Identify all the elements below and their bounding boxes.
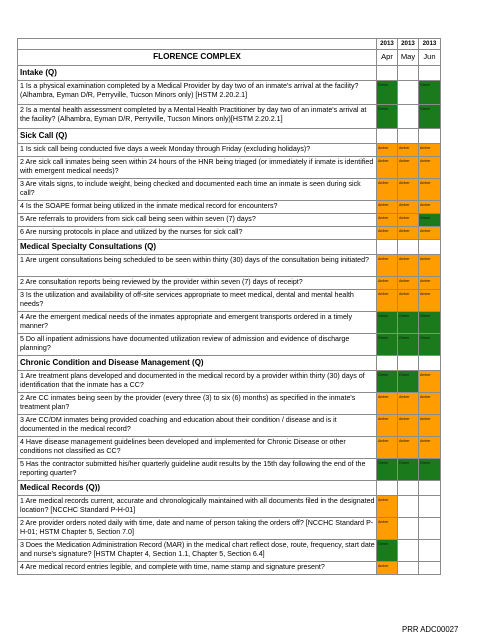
question-row [18,496,441,518]
question-text: 1 Are urgent consultations being scheduled to be seen within thirty (30) days of the consultation being initiated? [18,255,377,277]
status-label: Amber [420,417,431,421]
status-cell-apr [377,562,398,575]
status-cell-may [398,227,419,240]
status-cell-apr [377,81,398,105]
section-title: Intake (Q) [18,66,377,81]
section-empty-cell [377,240,398,255]
status-label: Green [399,461,409,465]
question-text: 1 Is sick call being conducted five days a week Monday through Friday (excluding holidays)? [18,144,377,157]
question-row [18,334,441,356]
status-cell-may [398,201,419,214]
status-cell-jun [419,179,441,201]
status-label: Amber [399,257,410,261]
section-row-chronic-condition-and-disease-management-q [18,356,441,371]
status-cell-apr [377,459,398,481]
status-cell-jun [419,201,441,214]
question-text: 4 Are medical record entries legible, and complete with time, name stamp and signature present? [18,562,377,575]
status-label: Amber [420,439,431,443]
status-cell-apr [377,290,398,312]
status-cell-may [398,393,419,415]
question-text: 4 Is the SOAPE format being utilized in the inmate medical record for encounters? [18,201,377,214]
status-cell-may [398,214,419,227]
status-label: Amber [420,181,431,185]
status-label: Amber [378,159,389,163]
section-empty-cell [398,356,419,371]
status-label: Amber [420,292,431,296]
status-cell-apr [377,518,398,540]
status-label: Amber [399,229,410,233]
question-text: 6 Are nursing protocols in place and utilized by the nurses for sick call? [18,227,377,240]
section-empty-cell [419,481,441,496]
status-cell-may [398,459,419,481]
section-title: Medical Records (Q)) [18,481,377,496]
status-cell-may [398,105,419,129]
status-label: Green [378,314,388,318]
status-label: Amber [399,159,410,163]
status-label: Amber [378,257,389,261]
status-cell-jun [419,144,441,157]
status-cell-may [398,81,419,105]
question-row [18,459,441,481]
status-cell-apr [377,334,398,356]
status-cell-jun [419,277,441,290]
question-text: 5 Has the contractor submitted his/her quarterly guideline audit results by the 15th day following the end of the reporting quarter? [18,459,377,481]
question-text: 5 Do all inpatient admissions have documented utilization review of admission and evidence of discharge planning? [18,334,377,356]
question-text: 2 Are consultation reports being reviewed by the provider within seven (7) days of receipt? [18,277,377,290]
question-row [18,562,441,575]
status-label: Amber [420,373,431,377]
status-cell-may [398,290,419,312]
status-cell-jun [419,81,441,105]
question-text: 3 Does the Medication Administration Record (MAR) in the medical chart reflect dose, route, frequency, start date and nurse's signature? [HSTM Chapter 4, Section 1.1, Chapter 5, Section 6.4] [18,540,377,562]
question-row [18,518,441,540]
status-cell-jun [419,227,441,240]
document-id-footer: PRR ADC00027 [402,625,459,634]
compliance-table [17,38,441,575]
status-label: Green [378,461,388,465]
status-label: Green [420,336,430,340]
status-cell-apr [377,415,398,437]
status-cell-may [398,312,419,334]
question-row [18,201,441,214]
question-row [18,105,441,129]
status-label: Green [378,107,388,111]
question-row [18,214,441,227]
status-label: Amber [378,292,389,296]
status-cell-apr [377,214,398,227]
question-text: 2 Are sick call inmates being seen within 24 hours of the HNR being triaged (or immediately if inmate is identified with emergent medical needs)? [18,157,377,179]
status-cell-apr [377,201,398,214]
status-cell-apr [377,179,398,201]
question-text: 2 Are provider orders noted daily with time, date and name of person taking the orders off? [NCCHC Standard P-H-01; HSTM Chapter 5, Section 7.0] [18,518,377,540]
status-label: Amber [378,181,389,185]
status-label: Amber [420,257,431,261]
status-cell-apr [377,105,398,129]
status-cell-jun [419,105,441,129]
question-row [18,255,441,277]
section-row-medical-specialty-consultations-q [18,240,441,255]
section-empty-cell [398,129,419,144]
status-label: Amber [378,229,389,233]
status-label: Green [378,373,388,377]
status-label: Amber [420,395,431,399]
status-cell-may [398,518,419,540]
status-label: Amber [378,417,389,421]
status-label: Amber [399,292,410,296]
status-cell-jun [419,157,441,179]
question-text: 3 Are vitals signs, to include weight, being checked and documented each time an inmate is seen during sick call? [18,179,377,201]
question-row [18,415,441,437]
question-text: 3 Is the utilization and availability of off-site services appropriate to meet medical, dental and mental health needs? [18,290,377,312]
question-text: 1 Is a physical examination completed by a Medical Provider by day two of an inmate's arrival at the facility? (Alhambra, Eyman D/R, Perryville, Tucson Minors only) [HSTM 2.20.2.1] [18,81,377,105]
status-label: Amber [378,439,389,443]
compliance-sheet [17,38,440,575]
status-label: Amber [378,520,389,524]
status-label: Amber [399,417,410,421]
status-cell-apr [377,540,398,562]
year-apr: 2013 [377,39,398,50]
status-label: Amber [420,159,431,163]
question-text: 3 Are CC/DM inmates being provided coaching and education about their condition / disease and is it documented in the medical record? [18,415,377,437]
month-apr: Apr [377,50,398,66]
status-cell-jun [419,437,441,459]
question-text: 4 Are the emergent medical needs of the inmates appropriate and emergent transports ordered in a timely manner? [18,312,377,334]
status-label: Amber [378,216,389,220]
status-label: Amber [399,279,410,283]
status-label: Amber [378,498,389,502]
status-cell-apr [377,255,398,277]
section-title: Chronic Condition and Disease Management (Q) [18,356,377,371]
section-empty-cell [398,481,419,496]
question-text: 1 Are medical records current, accurate and chronologically maintained with all documents filed in the designated location? [NCCHC Standard P-H-01] [18,496,377,518]
question-text: 5 Are referrals to providers from sick call being seen within seven (7) days? [18,214,377,227]
question-row [18,312,441,334]
status-cell-may [398,255,419,277]
status-label: Green [420,107,430,111]
section-title: Sick Call (Q) [18,129,377,144]
page-title: FLORENCE COMPLEX [18,50,377,66]
status-cell-may [398,179,419,201]
status-label: Green [420,461,430,465]
status-label: Amber [420,279,431,283]
status-label: Amber [399,146,410,150]
status-cell-apr [377,371,398,393]
year-jun: 2013 [419,39,441,50]
status-label: Amber [378,203,389,207]
status-cell-jun [419,393,441,415]
status-label: Amber [420,229,431,233]
month-row [18,50,441,66]
section-empty-cell [419,66,441,81]
section-empty-cell [377,66,398,81]
status-cell-may [398,144,419,157]
section-empty-cell [398,240,419,255]
question-row [18,144,441,157]
status-label: Amber [378,146,389,150]
status-cell-jun [419,312,441,334]
status-cell-may [398,415,419,437]
status-label: Amber [378,279,389,283]
status-label: Green [399,336,409,340]
status-cell-may [398,371,419,393]
status-label: Amber [420,203,431,207]
status-cell-apr [377,227,398,240]
section-empty-cell [377,481,398,496]
status-label: Amber [399,395,410,399]
question-row [18,393,441,415]
status-cell-jun [419,415,441,437]
status-label: Green [378,336,388,340]
status-cell-jun [419,496,441,518]
status-label: Green [378,542,388,546]
month-may: May [398,50,419,66]
status-cell-apr [377,393,398,415]
section-empty-cell [419,240,441,255]
question-row [18,157,441,179]
status-cell-jun [419,540,441,562]
status-cell-jun [419,255,441,277]
status-label: Green [399,373,409,377]
status-cell-apr [377,496,398,518]
status-cell-jun [419,334,441,356]
status-label: Green [378,83,388,87]
status-cell-may [398,334,419,356]
question-row [18,371,441,393]
question-row [18,179,441,201]
status-label: Amber [378,564,389,568]
status-cell-jun [419,214,441,227]
question-text: 2 Is a mental health assessment completed by a Mental Health Practitioner by day two of an inmate's arrival at the facility? (Alhambra, Eyman D/R, Perryville, Tucson Minors only)[HSTM 2.20.2.1] [18,105,377,129]
status-cell-jun [419,371,441,393]
question-text: 4 Have disease management guidelines been developed and implemented for Chronic Disease or other conditions not classified as CC? [18,437,377,459]
status-label: Amber [399,216,410,220]
year-row [18,39,441,50]
status-cell-apr [377,437,398,459]
question-row [18,227,441,240]
section-row-intake-q [18,66,441,81]
section-empty-cell [419,356,441,371]
blank-header-cell [18,39,377,50]
section-empty-cell [377,129,398,144]
status-cell-may [398,277,419,290]
question-row [18,290,441,312]
status-cell-jun [419,562,441,575]
question-row [18,540,441,562]
status-label: Amber [378,395,389,399]
status-cell-may [398,437,419,459]
status-cell-jun [419,290,441,312]
question-text: 2 Are CC inmates being seen by the provider (every three (3) to six (6) months) as specified in the inmate's treatment plan? [18,393,377,415]
section-empty-cell [377,356,398,371]
month-jun: Jun [419,50,441,66]
status-label: Amber [420,146,431,150]
status-label: Amber [399,203,410,207]
status-cell-jun [419,459,441,481]
question-row [18,437,441,459]
year-may: 2013 [398,39,419,50]
status-cell-apr [377,157,398,179]
section-row-sick-call-q [18,129,441,144]
status-label: Amber [399,181,410,185]
status-cell-may [398,157,419,179]
section-title: Medical Specialty Consultations (Q) [18,240,377,255]
status-cell-apr [377,277,398,290]
question-text: 1 Are treatment plans developed and documented in the medical record by a provider within thirty (30) days of identification that the inmate has a CC? [18,371,377,393]
status-cell-jun [419,518,441,540]
section-empty-cell [398,66,419,81]
status-label: Green [399,314,409,318]
status-cell-apr [377,312,398,334]
status-cell-may [398,496,419,518]
question-row [18,277,441,290]
section-row-medical-records-q [18,481,441,496]
status-label: Green [420,83,430,87]
status-cell-may [398,540,419,562]
status-label: Green [420,314,430,318]
question-row [18,81,441,105]
status-cell-apr [377,144,398,157]
status-label: Amber [399,439,410,443]
section-empty-cell [419,129,441,144]
status-cell-may [398,562,419,575]
status-label: Green [420,216,430,220]
